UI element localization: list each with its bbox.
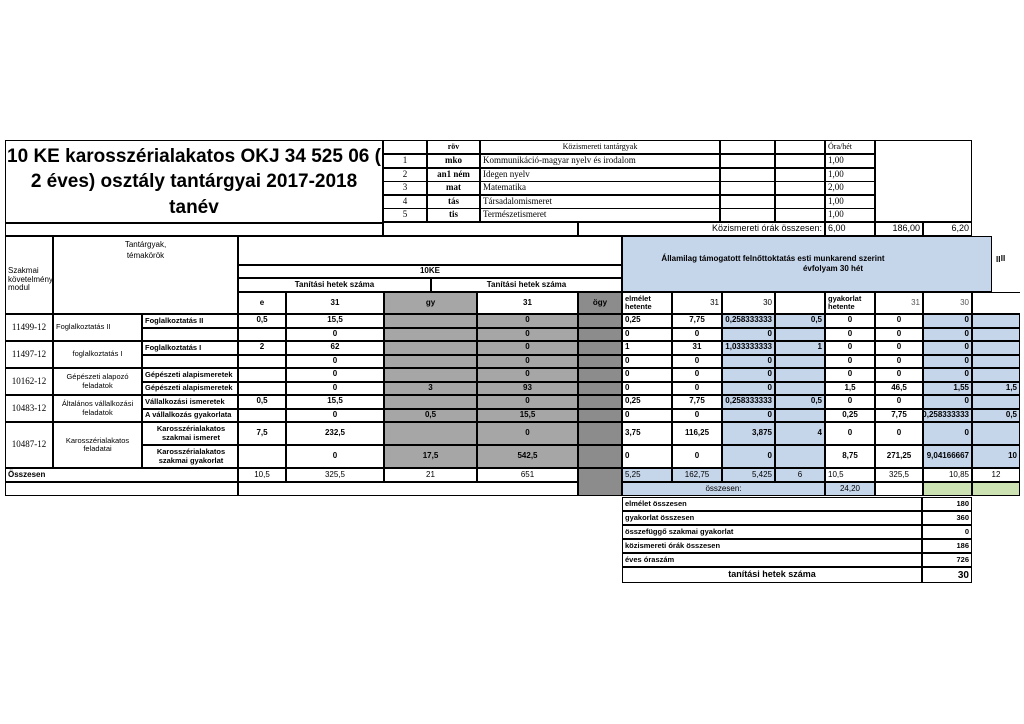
gy31-cell: 93: [477, 382, 578, 396]
s4-cell: 0,5: [775, 395, 825, 409]
g1-cell: 0: [825, 355, 875, 369]
summary-label: gyakorlat összesen: [622, 511, 922, 525]
total-e31: 325,5: [286, 468, 384, 482]
gy-cell: [384, 355, 477, 369]
s1-cell: 0: [622, 382, 672, 396]
ogy-cell: [578, 355, 622, 369]
s3-cell: 0: [722, 368, 775, 382]
subject-hours: 1,00: [825, 208, 875, 222]
s2-cell: 0: [672, 355, 722, 369]
subject-cell: Vállalkozási ismeretek: [142, 395, 238, 409]
green-cell: [972, 482, 1020, 496]
subject-name: Természetismeret: [480, 208, 720, 222]
s2-cell: 0: [672, 368, 722, 382]
total-g3: 10,85: [923, 468, 972, 482]
total-g1: 10,5: [825, 468, 875, 482]
module-name: foglalkoztatás I: [53, 341, 142, 368]
total-e: 10,5: [238, 468, 286, 482]
s4-cell: [775, 368, 825, 382]
empty-header: [720, 140, 775, 154]
e31-cell: 62: [286, 341, 384, 355]
subject-cell: Gépészeti alapismeretek: [142, 382, 238, 396]
col-31a-header: 31: [286, 292, 384, 314]
empty-cell: [720, 154, 775, 168]
g2-cell: 46,5: [875, 382, 923, 396]
g3-cell: 1,55: [923, 382, 972, 396]
osszesen-value: 24,20: [825, 482, 875, 496]
general-sum-label: Közismereti órák összesen:: [578, 222, 825, 236]
module-code: 10162-12: [5, 368, 53, 395]
gy31-cell: 542,5: [477, 445, 578, 468]
subject-abbr: tis: [427, 208, 480, 222]
support-title: Államilag támogatott felnőttoktatás esti munkarend szerint: [661, 254, 885, 263]
g3-cell: 0: [923, 328, 972, 342]
h31b-header: 31: [875, 292, 923, 314]
subject-abbr: mko: [427, 154, 480, 168]
subject-hours: 1,00: [825, 154, 875, 168]
module-name: Általános vállalkozási feladatok: [53, 395, 142, 422]
subject-header: Közismereti tantárgyak: [480, 140, 720, 154]
module-code: 11497-12: [5, 341, 53, 368]
empty-cell: [720, 181, 775, 195]
e-cell: [238, 328, 286, 342]
s4-cell: 4: [775, 422, 825, 445]
g4-cell: [972, 328, 1020, 342]
empty-cell: [875, 482, 923, 496]
s2-cell: 116,25: [672, 422, 722, 445]
empty-cell: [238, 482, 578, 496]
subject-cell: Foglalkoztatás I: [142, 341, 238, 355]
subject-name: Idegen nyelv: [480, 168, 720, 182]
col-e-header: e: [238, 292, 286, 314]
g4-cell: [972, 341, 1020, 355]
ogy-cell: [578, 341, 622, 355]
s1-cell: 0,25: [622, 395, 672, 409]
g1-cell: 8,75: [825, 445, 875, 468]
s3-cell: 0,258333333: [722, 395, 775, 409]
g1-cell: 0: [825, 328, 875, 342]
empty-cell: [775, 195, 825, 209]
s3-cell: 0,258333333: [722, 314, 775, 328]
total-gy: 21: [384, 468, 477, 482]
subject-cell: Karosszérialakatos szakmai gyakorlat: [142, 445, 238, 468]
weeks-label-1: Tanítási hetek száma: [238, 278, 431, 292]
support-header: [622, 236, 1006, 292]
g3-cell: 0: [923, 341, 972, 355]
e-cell: [238, 445, 286, 468]
gy-cell: 0,5: [384, 409, 477, 423]
s2-cell: 7,75: [672, 395, 722, 409]
col-31b-header: 31: [477, 292, 578, 314]
g4-cell: 0,5: [972, 409, 1020, 423]
osszesen-label: összesen:: [622, 482, 825, 496]
e-cell: 0,5: [238, 395, 286, 409]
summary-value: 360: [922, 511, 972, 525]
s1-cell: 1: [622, 341, 672, 355]
summary-value: 0: [922, 525, 972, 539]
summary-label: éves óraszám: [622, 553, 922, 567]
empty-cell: [972, 292, 1020, 314]
total-s2: 162,75: [672, 468, 722, 482]
g4-cell: [972, 395, 1020, 409]
e-cell: 2: [238, 341, 286, 355]
s2-cell: 0: [672, 382, 722, 396]
s2-cell: 7,75: [672, 314, 722, 328]
subject-hours: 1,00: [825, 168, 875, 182]
e31-cell: 0: [286, 445, 384, 468]
gy-cell: [384, 314, 477, 328]
green-cell: [923, 482, 972, 496]
gy31-cell: 0: [477, 368, 578, 382]
s3-cell: 0: [722, 382, 775, 396]
module-code: 10483-12: [5, 395, 53, 422]
g2-cell: 7,75: [875, 409, 923, 423]
s4-cell: [775, 355, 825, 369]
s2-cell: 31: [672, 341, 722, 355]
support-roman: II: [1000, 254, 1006, 263]
gyak-hetente-header: gyakorlat hetente: [825, 292, 875, 314]
total-s3: 5,425: [722, 468, 775, 482]
module-code: 10487-12: [5, 422, 53, 468]
empty-cell: [775, 181, 825, 195]
total-g4: 12: [972, 468, 1020, 482]
g2-cell: 0: [875, 368, 923, 382]
subject-abbr: tás: [427, 195, 480, 209]
empty-cell: [720, 208, 775, 222]
subject-abbr: mat: [427, 181, 480, 195]
g2-cell: 0: [875, 355, 923, 369]
e31-cell: 0: [286, 355, 384, 369]
h30b-header: 30: [923, 292, 972, 314]
subject-number: 1: [383, 154, 427, 168]
g4-cell: [972, 422, 1020, 445]
module-code: 11499-12: [5, 314, 53, 341]
support-roman: II: [996, 255, 1001, 264]
empty-cell: [5, 222, 383, 236]
page-title: 10 KE karosszérialakatos OKJ 34 525 06 ( 2 éves) osztály tantárgyai 2017-2018 tanév: [5, 140, 383, 224]
g4-cell: [972, 355, 1020, 369]
e31-cell: 0: [286, 382, 384, 396]
e31-cell: 232,5: [286, 422, 384, 445]
g3-cell: 0,258333333: [923, 409, 972, 423]
general-sum-extra: 6,20: [923, 222, 972, 236]
support-year: évfolyam 30 hét: [802, 264, 864, 273]
ogy-cell: [578, 422, 622, 445]
e-cell: [238, 409, 286, 423]
s4-cell: 0,5: [775, 314, 825, 328]
g2-cell: 0: [875, 328, 923, 342]
subject-cell: A vállalkozás gyakorlata: [142, 409, 238, 423]
g1-cell: 0: [825, 368, 875, 382]
empty-cell: [578, 468, 622, 496]
total-g2: 325,5: [875, 468, 923, 482]
subject-cell: [142, 328, 238, 342]
empty-cell: [775, 154, 825, 168]
s1-cell: 3,75: [622, 422, 672, 445]
ogy-cell: [578, 409, 622, 423]
module-name: Gépészeti alapozó feladatok: [53, 368, 142, 395]
elm-hetente-header: elmélet hetente: [622, 292, 672, 314]
general-sum-year: 186,00: [875, 222, 923, 236]
gy-cell: [384, 395, 477, 409]
total-s1: 5,25: [622, 468, 672, 482]
empty-cell: [383, 222, 578, 236]
subject-cell: Foglalkoztatás II: [142, 314, 238, 328]
s1-cell: 0,25: [622, 314, 672, 328]
empty-cell: [775, 168, 825, 182]
subject-cell: [142, 355, 238, 369]
module-name: Foglalkoztatás II: [53, 314, 142, 341]
gy-cell: [384, 422, 477, 445]
subject-number: 2: [383, 168, 427, 182]
g3-cell: 0: [923, 314, 972, 328]
e-cell: 0,5: [238, 314, 286, 328]
gy31-cell: 0: [477, 355, 578, 369]
summary-value: 186: [922, 539, 972, 553]
ogy-cell: [578, 328, 622, 342]
summary-value: 180: [922, 497, 972, 511]
g1-cell: 0: [825, 422, 875, 445]
s3-cell: 0: [722, 355, 775, 369]
e-cell: [238, 355, 286, 369]
s1-cell: 0: [622, 409, 672, 423]
ogy-cell: [578, 445, 622, 468]
ogy-cell: [578, 382, 622, 396]
subject-cell: Karosszérialakatos szakmai ismeret: [142, 422, 238, 445]
col-ogy-header: ögy: [578, 292, 622, 314]
subjects-header: [53, 236, 238, 314]
g1-cell: 0: [825, 314, 875, 328]
e-cell: [238, 368, 286, 382]
s3-cell: 3,875: [722, 422, 775, 445]
s1-cell: 0: [622, 445, 672, 468]
g2-cell: 0: [875, 422, 923, 445]
summary-label: összefüggő szakmai gyakorlat: [622, 525, 922, 539]
subject-name: Kommunikáció-magyar nyelv és irodalom: [480, 154, 720, 168]
subject-number: 4: [383, 195, 427, 209]
s3-cell: 0: [722, 445, 775, 468]
g4-cell: [972, 368, 1020, 382]
s1-cell: 0: [622, 355, 672, 369]
num-header: [383, 140, 427, 154]
e-cell: [238, 382, 286, 396]
e31-cell: 0: [286, 409, 384, 423]
modul-header: Szakmai követelmény modul: [5, 236, 53, 314]
empty-header: [775, 140, 825, 154]
gy-cell: 17,5: [384, 445, 477, 468]
empty-cell: [775, 292, 825, 314]
summary-value: 726: [922, 553, 972, 567]
e31-cell: 0: [286, 328, 384, 342]
col-gy-header: gy: [384, 292, 477, 314]
gy-cell: [384, 368, 477, 382]
empty-cell: [720, 195, 775, 209]
weeks-value: 30: [922, 567, 972, 583]
s4-cell: [775, 328, 825, 342]
s4-cell: 1: [775, 341, 825, 355]
e-cell: 7,5: [238, 422, 286, 445]
class-name: 10KE: [238, 265, 622, 278]
g4-cell: 10: [972, 445, 1020, 468]
g1-cell: 0: [825, 341, 875, 355]
general-sum-week: 6,00: [825, 222, 875, 236]
g4-cell: [972, 314, 1020, 328]
gy31-cell: 0: [477, 395, 578, 409]
module-name: Karosszérialakatos feladatai: [53, 422, 142, 468]
s3-cell: 0: [722, 328, 775, 342]
gy-cell: 3: [384, 382, 477, 396]
hours-header: Óra/hét: [825, 140, 875, 154]
g2-cell: 0: [875, 395, 923, 409]
e31-cell: 15,5: [286, 395, 384, 409]
gy31-cell: 0: [477, 314, 578, 328]
g1-cell: 0: [825, 395, 875, 409]
summary-label: közismereti órák összesen: [622, 539, 922, 553]
gy31-cell: 0: [477, 422, 578, 445]
gy31-cell: 0: [477, 341, 578, 355]
weeks-label-2: Tanítási hetek száma: [431, 278, 622, 292]
g3-cell: 0: [923, 368, 972, 382]
s4-cell: [775, 445, 825, 468]
empty-cell: [238, 236, 622, 265]
g2-cell: 271,25: [875, 445, 923, 468]
ogy-cell: [578, 395, 622, 409]
h31-header: 31: [672, 292, 722, 314]
summary-label: elmélet összesen: [622, 497, 922, 511]
g1-cell: 0,25: [825, 409, 875, 423]
g3-cell: 9,04166667: [923, 445, 972, 468]
gy-cell: [384, 328, 477, 342]
ogy-cell: [578, 314, 622, 328]
g3-cell: 0: [923, 395, 972, 409]
g3-cell: 0: [923, 422, 972, 445]
ogy-cell: [578, 368, 622, 382]
gy-cell: [384, 341, 477, 355]
g2-cell: 0: [875, 341, 923, 355]
gy31-cell: 0: [477, 328, 578, 342]
abbr-header: röv: [427, 140, 480, 154]
s1-cell: 0: [622, 368, 672, 382]
subject-name: Társadalomismeret: [480, 195, 720, 209]
temakorok-label: témakörök: [126, 250, 165, 260]
s1-cell: 0: [622, 328, 672, 342]
total-s4: 6: [775, 468, 825, 482]
empty-cell: [875, 140, 972, 222]
g4-cell: 1,5: [972, 382, 1020, 396]
weeks-label: tanítási hetek száma: [622, 567, 922, 583]
s4-cell: [775, 409, 825, 423]
s3-cell: 1,033333333: [722, 341, 775, 355]
subject-cell: Gépészeti alapismeretek: [142, 368, 238, 382]
subject-hours: 1,00: [825, 195, 875, 209]
e31-cell: 15,5: [286, 314, 384, 328]
empty-cell: [5, 482, 238, 496]
empty-cell: [720, 168, 775, 182]
tantargyak-label: Tantárgyak,: [124, 240, 167, 249]
s2-cell: 0: [672, 409, 722, 423]
subject-hours: 2,00: [825, 181, 875, 195]
total-gy31: 651: [477, 468, 578, 482]
s4-cell: [775, 382, 825, 396]
empty-cell: [775, 208, 825, 222]
h30-header: 30: [722, 292, 775, 314]
g1-cell: 1,5: [825, 382, 875, 396]
s2-cell: 0: [672, 445, 722, 468]
e31-cell: 0: [286, 368, 384, 382]
s2-cell: 0: [672, 328, 722, 342]
g3-cell: 0: [923, 355, 972, 369]
subject-number: 5: [383, 208, 427, 222]
subject-abbr: an1 ném: [427, 168, 480, 182]
s3-cell: 0: [722, 409, 775, 423]
gy31-cell: 15,5: [477, 409, 578, 423]
subject-number: 3: [383, 181, 427, 195]
total-label: Összesen: [5, 468, 238, 482]
g2-cell: 0: [875, 314, 923, 328]
subject-name: Matematika: [480, 181, 720, 195]
